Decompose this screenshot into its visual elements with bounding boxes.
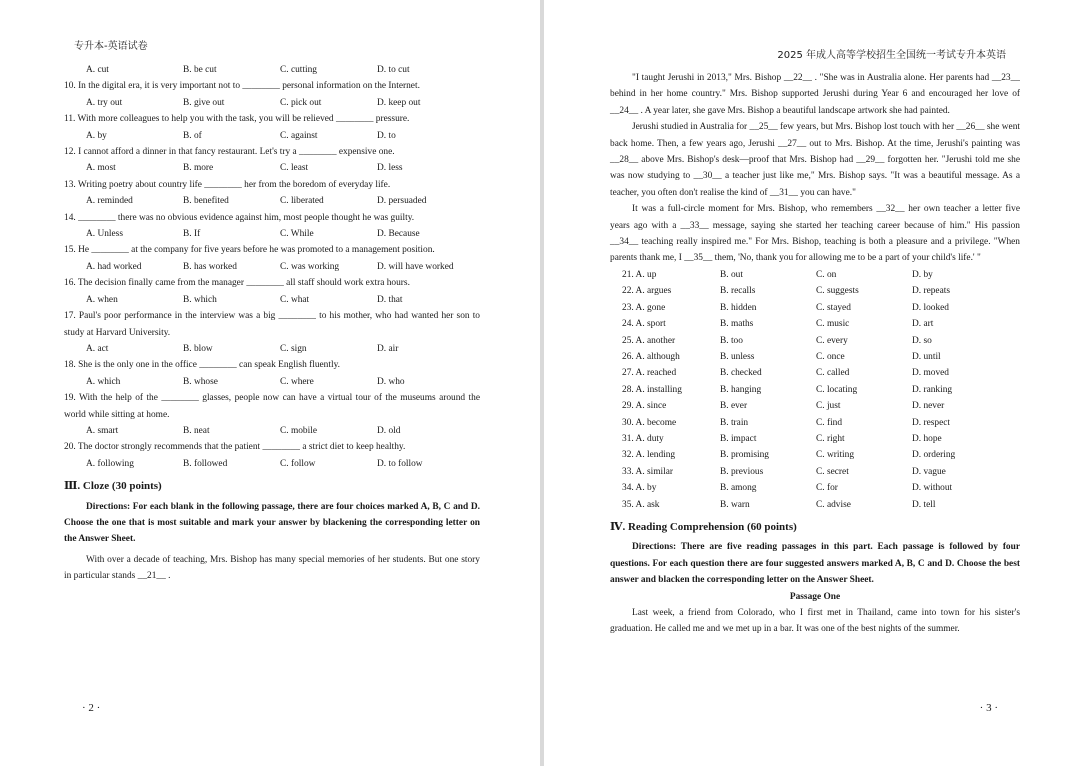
option: D. moved — [912, 368, 949, 379]
option: C. locating — [816, 384, 858, 395]
option-row — [610, 464, 1020, 480]
question-text: 12. I cannot afford a dinner in that fancy restaurant. Let's try a ________ expensive one. — [64, 147, 395, 158]
option: B. followed — [183, 458, 228, 469]
option: A. which — [86, 376, 121, 387]
option-row — [64, 193, 480, 209]
option: B. out — [720, 269, 743, 280]
option: 21. A. up — [622, 269, 657, 280]
passage-title: Passage One — [789, 591, 841, 602]
option: C. right — [816, 433, 845, 444]
option: D. so — [912, 335, 932, 346]
option-row — [64, 423, 480, 439]
option: D. air — [377, 343, 399, 354]
question-text: 13. Writing poetry about country life ________ her from the boredom of everyday life. — [64, 179, 391, 190]
option: D. old — [377, 425, 401, 436]
option-row — [64, 95, 480, 111]
option-row — [610, 349, 1020, 365]
question-text: 19. With the help of the ________ glasses, people now can have a virtual tour of the museums around the world while sitting at home. — [64, 393, 480, 420]
option: D. to — [377, 130, 396, 141]
option: 34. A. by — [622, 483, 657, 494]
reading-title: Ⅳ. Reading Comprehension (60 points) — [610, 520, 797, 533]
option: C. stayed — [816, 302, 851, 313]
option: B. previous — [720, 466, 764, 477]
option-row — [610, 300, 1020, 316]
option: D. tell — [912, 499, 936, 510]
option: A. following — [86, 458, 134, 469]
option: C. music — [816, 319, 850, 330]
option: B. more — [183, 163, 214, 174]
option: D. respect — [912, 417, 951, 428]
option: 29. A. since — [622, 401, 667, 412]
passage-paragraph: Last week, a friend from Colorado, who I first met in Thailand, came into town for his sister's graduation. He called me and we met up in a bar. It was one of the best nights of the summer. — [610, 608, 1020, 635]
option: D. by — [912, 269, 933, 280]
passage-paragraph: "I taught Jerushi in 2013," Mrs. Bishop __22__ . "She was in Australia alone. Her parents had __23__ behind in her home country." Mrs. Bishop supported Jerushi during Year 6 and encouraged her love of __24__ . A year later, she gave Mrs. Bishop a beautiful landscape artwork she had painted. — [610, 73, 1020, 116]
option: C. writing — [816, 450, 855, 461]
option-row — [64, 374, 480, 390]
option: 23. A. gone — [622, 302, 666, 313]
option: D. until — [912, 351, 941, 362]
option: C. suggests — [816, 286, 859, 297]
cloze-directions: Directions: For each blank in the following passage, there are four choices marked A, B, C and D. Choose the one that is most suitable and mark your answer by blackening the corresponding letter on the Answer Sheet. — [64, 501, 480, 545]
option: B. ever — [720, 401, 748, 412]
option: A. had worked — [86, 261, 142, 272]
question-text: 14. ________ there was no obvious evidence against him, most people thought he was guilty. — [64, 212, 415, 223]
option: C. once — [816, 351, 845, 362]
option: C. for — [816, 483, 838, 494]
option-row — [610, 316, 1020, 332]
option: C. pick out — [280, 97, 322, 108]
option: B. be cut — [183, 65, 217, 75]
option: B. maths — [720, 319, 754, 330]
option: C. just — [816, 401, 841, 412]
cloze-options — [610, 267, 1020, 513]
question-text: 20. The doctor strongly recommends that the patient ________ a strict diet to keep healthy. — [64, 442, 406, 453]
option: 24. A. sport — [622, 319, 666, 330]
option: 25. A. another — [622, 335, 676, 346]
option-row — [610, 415, 1020, 431]
option: D. looked — [912, 302, 949, 313]
option: B. train — [720, 417, 749, 428]
option: B. hidden — [720, 302, 757, 313]
option: B. whose — [183, 376, 218, 387]
cloze-title: Ⅲ. Cloze (30 points) — [64, 480, 162, 493]
option: C. sign — [280, 343, 307, 354]
option: C. least — [280, 163, 309, 174]
option: D. will have worked — [377, 261, 454, 272]
option: B. too — [720, 335, 743, 346]
option-row — [64, 259, 480, 275]
left-content — [64, 62, 480, 585]
question-text: 11. With more colleagues to help you with the task, you will be relieved ________ pressure. — [64, 114, 410, 125]
option: 22. A. argues — [622, 286, 672, 297]
option-row — [64, 292, 480, 308]
reading-directions: Directions: There are five reading passages in this part. Each passage is followed by four questions. For each question there are four suggested answers marked A, B, C and D. Choose the best answer and blacken the corresponding letter on the Answer Sheet. — [610, 542, 1020, 586]
option: D. ordering — [912, 450, 956, 461]
option: 35. A. ask — [622, 499, 660, 510]
option: B. of — [183, 130, 202, 141]
option: B. warn — [720, 499, 750, 510]
option: D. that — [377, 294, 403, 305]
option: D. who — [377, 376, 405, 387]
question-text: 17. Paul's poor performance in the interview was a big ________ to his mother, who had wanted her son to study at Harvard University. — [64, 311, 480, 338]
option: C. mobile — [280, 425, 317, 436]
option-row — [64, 128, 480, 144]
option: C. every — [816, 335, 848, 346]
option: A. by — [86, 130, 107, 141]
option-row — [610, 431, 1020, 447]
right-page-number: · 3 · — [979, 702, 998, 714]
option: A. when — [86, 294, 118, 305]
option-row — [64, 226, 480, 242]
option: D. less — [377, 163, 403, 174]
option: D. to cut — [377, 65, 410, 75]
option: B. neat — [183, 425, 210, 436]
option: B. unless — [720, 351, 755, 362]
question-list — [64, 62, 480, 472]
option-row — [610, 267, 1020, 283]
option: C. advise — [816, 499, 851, 510]
option-row — [610, 382, 1020, 398]
option: C. cutting — [280, 65, 317, 75]
question-text: 10. In the digital era, it is very important not to ________ personal information on the Internet. — [64, 81, 420, 92]
option-row — [610, 365, 1020, 381]
option-row — [64, 341, 480, 357]
option: C. was working — [280, 261, 340, 272]
option: D. ranking — [912, 384, 953, 395]
option: C. secret — [816, 466, 849, 477]
option: B. promising — [720, 450, 769, 461]
option-row — [610, 447, 1020, 463]
option: D. repeats — [912, 286, 951, 297]
option: 31. A. duty — [622, 433, 664, 444]
option: C. on — [816, 269, 837, 280]
option: D. hope — [912, 433, 942, 444]
right-page — [544, 0, 1080, 766]
option: B. give out — [183, 97, 225, 108]
right-content — [610, 70, 1020, 638]
option: B. checked — [720, 368, 762, 379]
option: A. Unless — [86, 229, 123, 240]
cloze-passage — [610, 70, 1020, 267]
question-text: 15. He ________ at the company for five years before he was promoted to a management position. — [64, 245, 435, 256]
option: B. hanging — [720, 384, 762, 395]
option: C. liberated — [280, 196, 324, 207]
option: A. try out — [86, 97, 123, 108]
option: B. has worked — [183, 261, 237, 272]
option: D. to follow — [377, 458, 423, 469]
passage-paragraph: Jerushi studied in Australia for __25__ few years, but Mrs. Bishop lost touch with her __26__ she went back home. Then, a few years ago, Jerushi __27__ out to Mrs. Bishop. At the time, Jerushi's painting was __28__ above Mrs. Bishop's desk—proof that Mrs. Bishop had __29__ forgotten her. "Jerushi told me she was now studying to __30__ a teacher just like me," Mrs. Bishop says. "It was a beautiful message. As a teacher, you often don't realise the kind of __31__ you can have." — [610, 122, 1020, 198]
option-row — [610, 480, 1020, 496]
option: B. recalls — [720, 286, 756, 297]
option: C. where — [280, 376, 314, 387]
left-header: 专升本-英语试卷 — [74, 41, 148, 52]
option: B. If — [183, 229, 201, 240]
option: A. reminded — [86, 196, 133, 207]
option: D. Because — [377, 229, 420, 240]
option: 27. A. reached — [622, 368, 677, 379]
option: B. impact — [720, 433, 757, 444]
option: 26. A. although — [622, 351, 680, 362]
option: 28. A. installing — [622, 384, 682, 395]
option: C. what — [280, 294, 310, 305]
option-row — [610, 398, 1020, 414]
cloze-paragraph: With over a decade of teaching, Mrs. Bishop has many special memories of her students. But one story in particular stands __21__ . — [64, 554, 480, 582]
option: A. most — [86, 163, 116, 174]
option: 30. A. become — [622, 417, 677, 428]
option: A. cut — [86, 65, 109, 75]
option: A. act — [86, 343, 109, 354]
right-header: 2025 年成人高等学校招生全国统一考试专升本英语 — [777, 50, 1006, 61]
option: C. find — [816, 417, 843, 428]
option: C. called — [816, 368, 850, 379]
option: D. keep out — [377, 97, 421, 108]
option: B. which — [183, 294, 217, 305]
passage-paragraph: It was a full-circle moment for Mrs. Bishop, who remembers __32__ her own teacher a letter five years ago with a __33__ message, saying she started her teaching career because of him." His passion __34__ teaching really inspired me." For Mrs. Bishop, teaching is both a pleasure and a privilege. "When parents thank me, I __35__ them, 'No, thank you for allowing me to be a part of your child's life.' " — [610, 204, 1020, 264]
option-row — [610, 333, 1020, 349]
option: D. art — [912, 319, 934, 330]
option-row — [610, 283, 1020, 299]
option-row — [64, 456, 480, 472]
option: 33. A. similar — [622, 466, 674, 477]
option: D. vague — [912, 466, 946, 477]
option: C. follow — [280, 458, 316, 469]
option: D. never — [912, 401, 945, 412]
option: B. among — [720, 483, 757, 494]
question-text: 18. She is the only one in the office ________ can speak English fluently. — [64, 360, 340, 371]
option: D. without — [912, 483, 953, 494]
option: 32. A. lending — [622, 450, 676, 461]
option-row — [610, 497, 1020, 513]
option: A. smart — [86, 425, 119, 436]
option-row — [64, 62, 480, 78]
question-text: 16. The decision finally came from the manager ________ all staff should work extra hours. — [64, 278, 410, 289]
option: C. While — [280, 229, 314, 240]
option: B. benefited — [183, 196, 229, 207]
option: D. persuaded — [377, 196, 427, 207]
option: C. against — [280, 130, 318, 141]
left-page-number: · 2 · — [82, 702, 101, 714]
option-row — [64, 160, 480, 176]
option: B. blow — [183, 343, 213, 354]
